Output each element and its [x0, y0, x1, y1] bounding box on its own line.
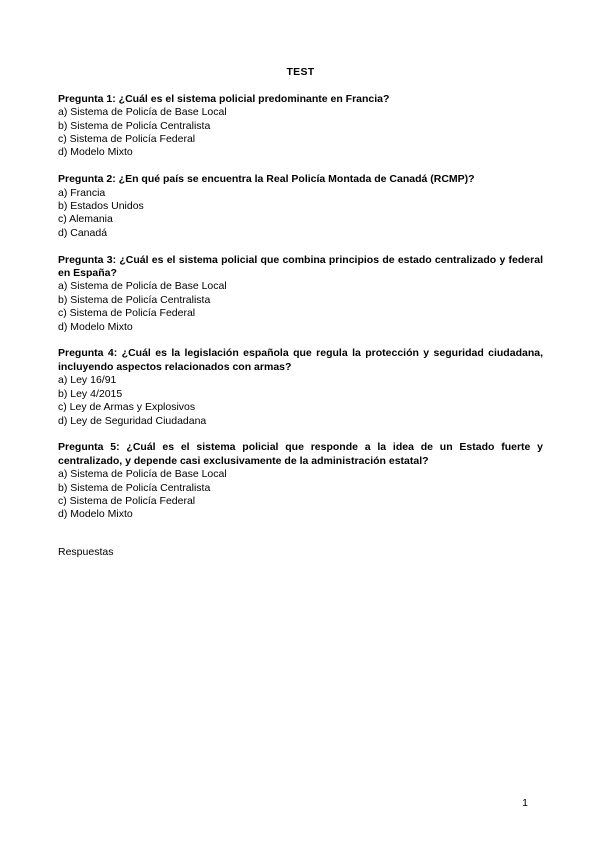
- question-3-option-c: c) Sistema de Policía Federal: [58, 307, 196, 320]
- question-2-option-c: c) Alemania: [58, 213, 113, 226]
- question-1-option-a: a) Sistema de Policía de Base Local: [58, 106, 227, 119]
- question-5-heading: Pregunta 5: ¿Cuál es el sistema policial que responde a la idea de un Estado fuerte y centralizado, y depende casi exclusivamente de la administración estatal?: [58, 441, 543, 467]
- question-5-option-a: a) Sistema de Policía de Base Local: [58, 468, 227, 481]
- question-1-option-c: c) Sistema de Policía Federal: [58, 133, 196, 146]
- question-block-5: [58, 441, 543, 521]
- question-1-heading: Pregunta 1: ¿Cuál es el sistema policial predominante en Francia?: [58, 92, 390, 105]
- question-block-1: [58, 93, 543, 160]
- question-4-option-a: a) Ley 16/91: [58, 374, 117, 387]
- question-2-option-b: b) Estados Unidos: [58, 200, 144, 213]
- question-1-option-d: d) Modelo Mixto: [58, 146, 133, 159]
- question-5-option-c: c) Sistema de Policía Federal: [58, 494, 196, 507]
- question-block-2: [58, 173, 543, 240]
- question-5-option-d: d) Modelo Mixto: [58, 508, 133, 521]
- question-4-option-d: d) Ley de Seguridad Ciudadana: [58, 414, 207, 427]
- question-5-option-b: b) Sistema de Policía Centralista: [58, 481, 211, 494]
- question-3-option-d: d) Modelo Mixto: [58, 320, 133, 333]
- question-2-heading: Pregunta 2: ¿En qué país se encuentra la Real Policía Montada de Canadá (RCMP)?: [58, 173, 475, 186]
- page-title: TEST: [286, 66, 315, 78]
- question-block-3: [58, 254, 543, 334]
- question-2-option-a: a) Francia: [58, 186, 106, 199]
- question-4-option-b: b) Ley 4/2015: [58, 387, 123, 400]
- question-2-option-d: d) Canadá: [58, 226, 108, 239]
- question-4-heading: Pregunta 4: ¿Cuál es la legislación española que regula la protección y seguridad ciudadana, incluyendo aspectos relacionados con armas?: [58, 347, 543, 373]
- question-3-heading: Pregunta 3: ¿Cuál es el sistema policial que combina principios de estado centralizado y federal en España?: [58, 253, 543, 280]
- respuestas-label: Respuestas: [58, 545, 114, 558]
- question-3-option-b: b) Sistema de Policía Centralista: [58, 293, 211, 306]
- page-number: 1: [522, 797, 528, 809]
- question-3-option-a: a) Sistema de Policía de Base Local: [58, 280, 227, 293]
- question-block-4: [58, 347, 543, 427]
- question-1-option-b: b) Sistema de Policía Centralista: [58, 119, 211, 132]
- question-4-option-c: c) Ley de Armas y Explosivos: [58, 401, 196, 414]
